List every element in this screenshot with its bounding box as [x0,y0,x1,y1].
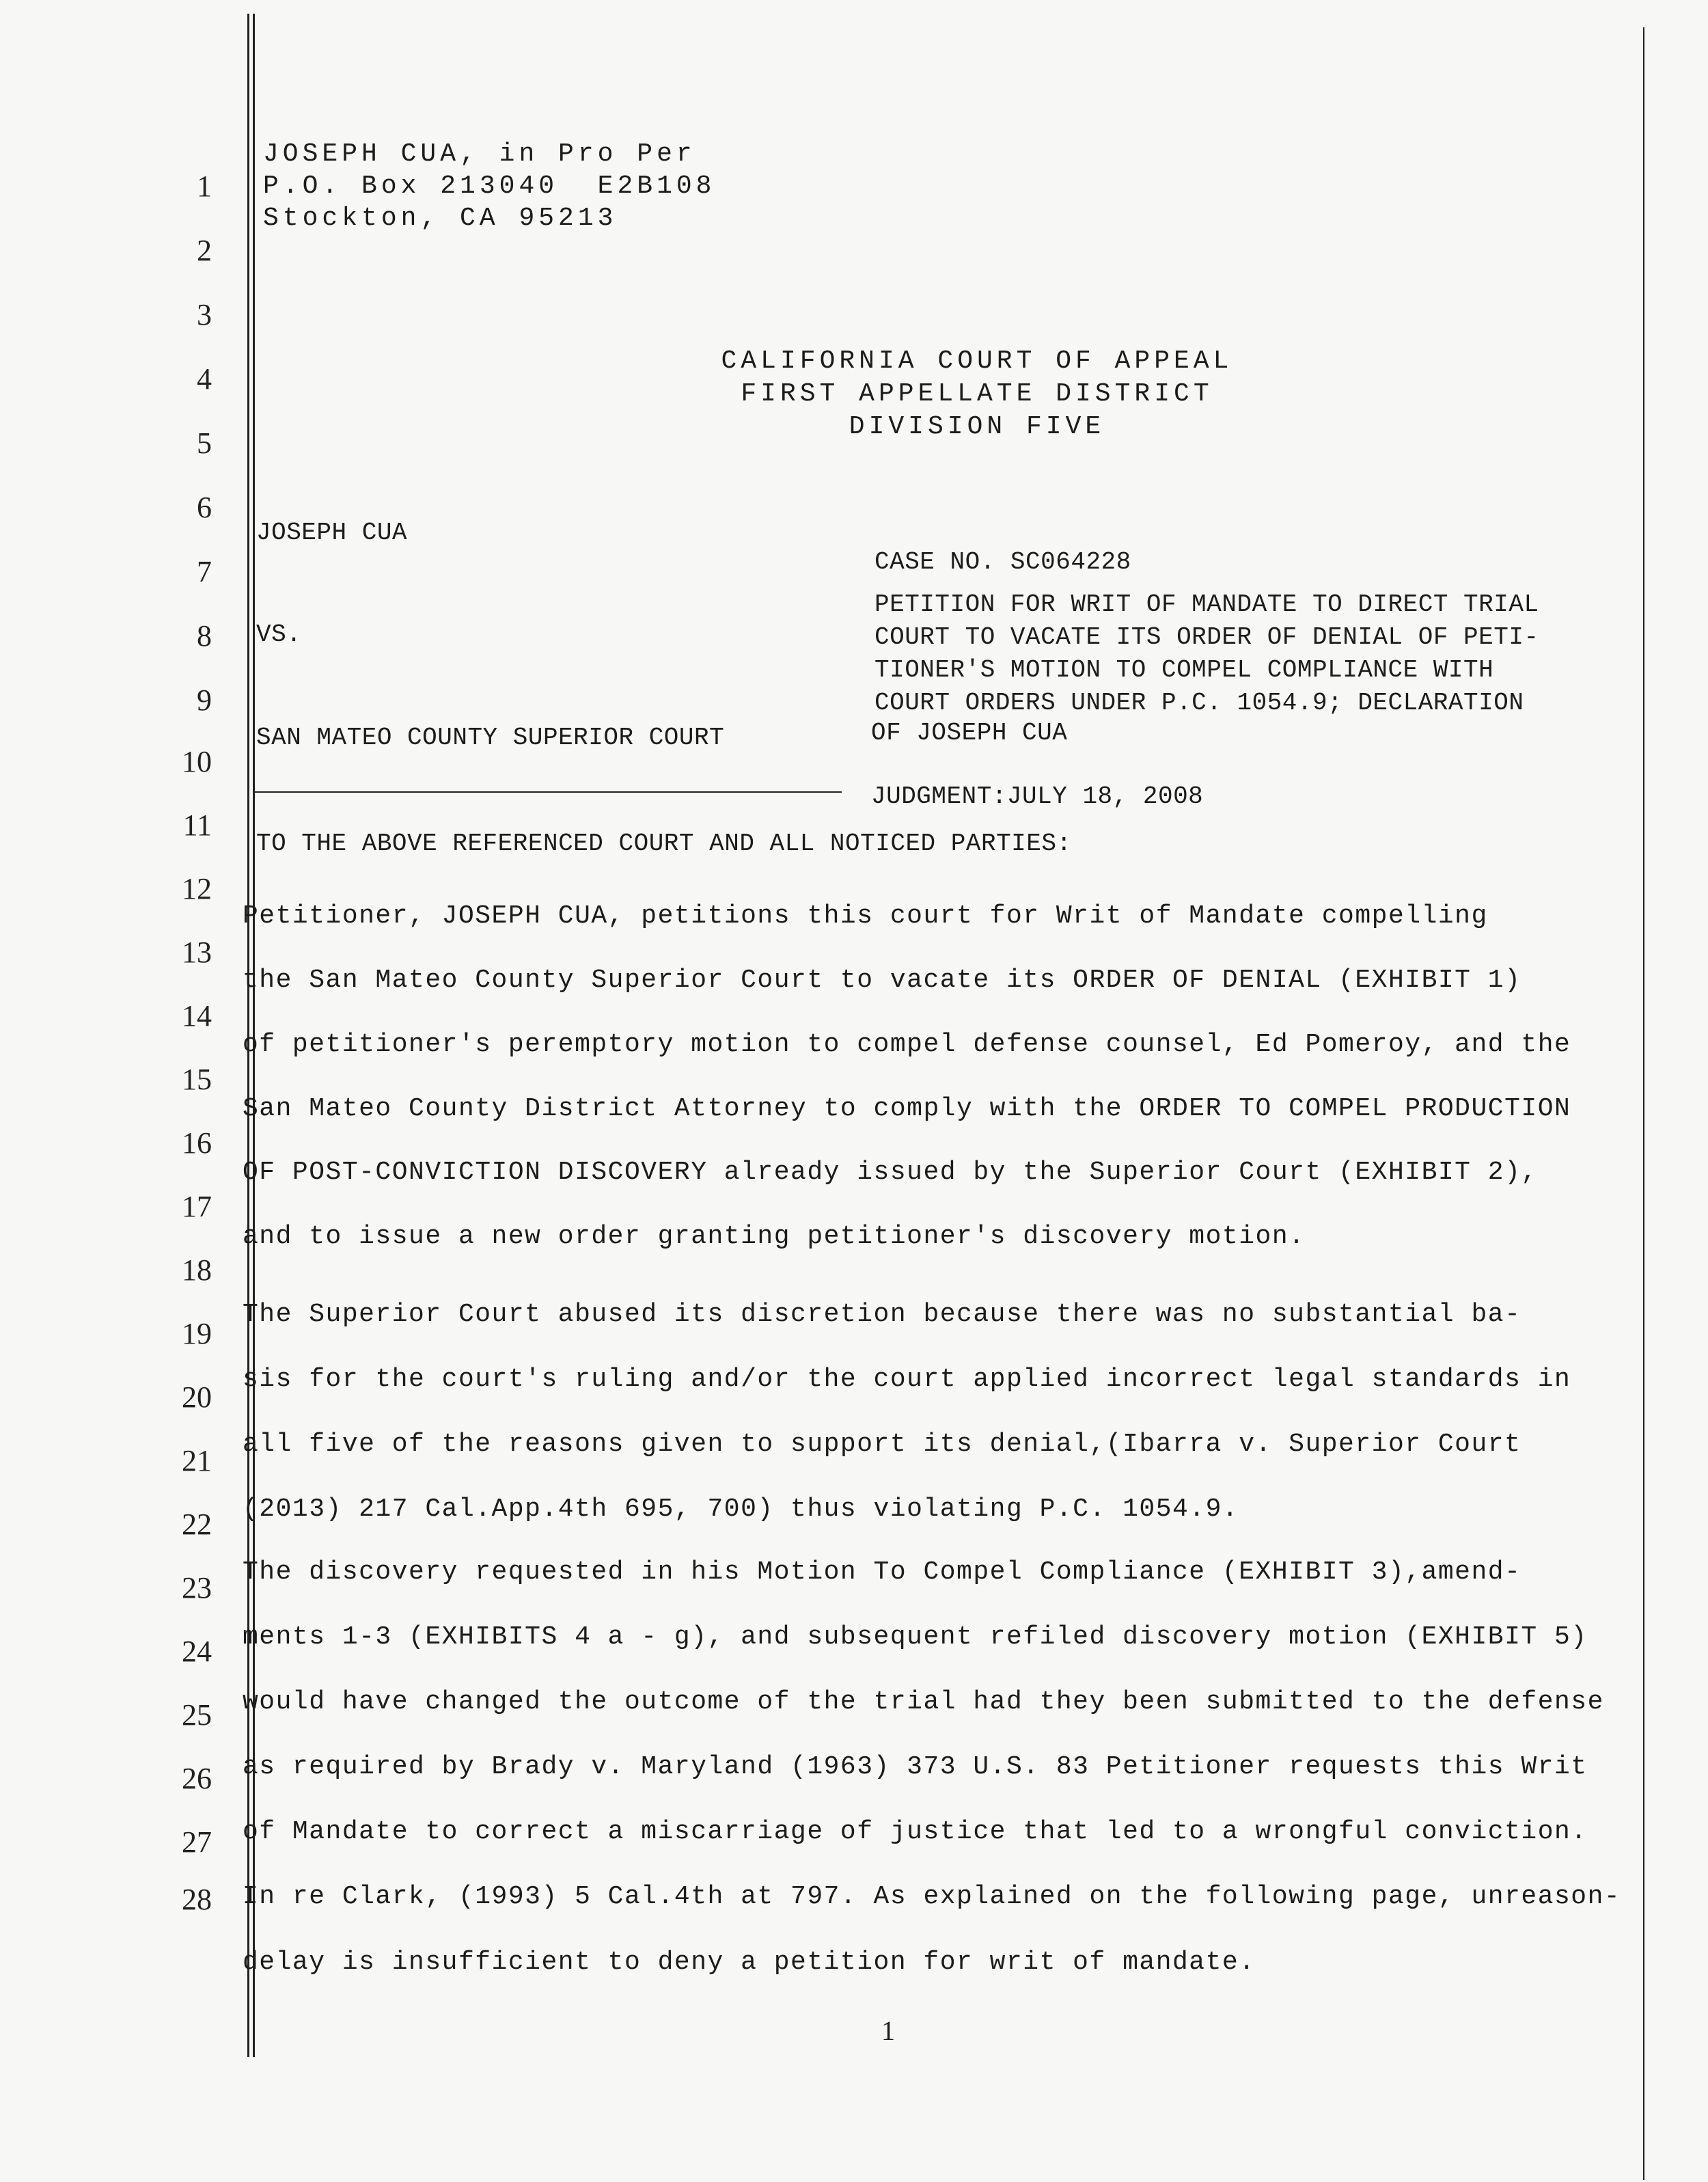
body-line: the San Mateo County Superior Court to vacate its ORDER OF DENIAL (EXHIBIT 1) [243,966,1521,995]
body-line: San Mateo County District Attorney to comply with the ORDER TO COMPEL PRODUCTION [243,1094,1571,1123]
line-number: 15 [182,1063,212,1096]
line-number: 27 [182,1825,212,1859]
body-line: The Superior Court abused its discretion because there was no substantial ba- [243,1300,1521,1329]
attorney-city: Stockton, CA 95213 [263,204,618,233]
body-line: OF POST-CONVICTION DISCOVERY already issued by the Superior Court (EXHIBIT 2), [243,1158,1538,1187]
line-number: 12 [182,872,212,905]
versus-label: VS. [256,620,302,649]
line-number: 4 [197,362,212,396]
body-line: In re Clark, (1993) 5 Cal.4th at 797. As explained on the following page, unreason- [243,1882,1621,1911]
line-number: 14 [182,999,212,1033]
caption-divider-rule [253,791,842,793]
line-number: 3 [197,298,212,331]
body-line: as required by Brady v. Maryland (1963) 373 U.S. 83 Petitioner requests this Writ [243,1752,1588,1782]
line-number: 17 [182,1190,212,1223]
petition-title-line: PETITION FOR WRIT OF MANDATE TO DIRECT TRIAL [874,590,1539,618]
body-line: Petitioner, JOSEPH CUA, petitions this court for Writ of Mandate compelling [243,901,1488,931]
line-number: 28 [182,1883,212,1916]
line-number: 22 [182,1508,212,1541]
line-number: 2 [197,234,212,267]
petitioner-name: JOSEPH CUA [256,519,408,547]
judgment-date: JUDGMENT:JULY 18, 2008 [871,782,1204,810]
line-number: 1 [197,169,212,203]
line-number: 18 [182,1253,212,1287]
salutation: TO THE ABOVE REFERENCED COURT AND ALL NOTICED PARTIES: [256,830,1072,858]
line-number: 24 [182,1635,212,1668]
line-number: 9 [197,683,212,717]
line-number: 16 [182,1126,212,1160]
line-number: 13 [182,936,212,969]
line-number: 25 [182,1698,212,1732]
respondent-name: SAN MATEO COUNTY SUPERIOR COURT [256,724,725,752]
line-number: 23 [182,1571,212,1605]
body-line: and to issue a new order granting petitioner's discovery motion. [243,1222,1306,1251]
line-number: 5 [197,426,212,460]
body-line: all five of the reasons given to support its denial,(Ibarra v. Superior Court [243,1430,1521,1459]
line-number: 19 [182,1317,212,1350]
petition-title-line: COURT TO VACATE ITS ORDER OF DENIAL OF PETI- [874,623,1539,651]
petition-title-line: TIONER'S MOTION TO COMPEL COMPLIANCE WITH [874,656,1494,684]
court-name: CALIFORNIA COURT OF APPEAL [721,346,1233,376]
body-line: The discovery requested in his Motion To Compel Compliance (EXHIBIT 3),amend- [243,1557,1521,1587]
line-number: 20 [182,1380,212,1414]
attorney-address: P.O. Box 213040 E2B108 [263,172,716,201]
line-number: 21 [182,1444,212,1477]
body-line: delay is insufficient to deny a petition for writ of mandate. [243,1948,1256,1977]
page-number: 1 [881,2015,895,2046]
line-number: 7 [197,555,212,588]
right-margin-rule [1643,27,1644,2180]
petition-title-line: OF JOSEPH CUA [871,719,1068,747]
body-line: of Mandate to correct a miscarriage of justice that led to a wrongful conviction. [243,1817,1588,1846]
line-number: 26 [182,1762,212,1795]
case-number: CASE NO. SC064228 [874,548,1131,576]
line-number: 10 [182,745,212,778]
petition-title-line: COURT ORDERS UNDER P.C. 1054.9; DECLARATION [874,689,1524,717]
body-line: of petitioner's peremptory motion to compel defense counsel, Ed Pomeroy, and the [243,1030,1571,1059]
court-district: FIRST APPELLATE DISTRICT [741,379,1213,409]
body-line: ments 1-3 (EXHIBITS 4 a - g), and subsequent refiled discovery motion (EXHIBIT 5) [243,1622,1588,1652]
line-number: 6 [197,491,212,524]
line-number: 11 [182,808,212,842]
line-number: 8 [197,619,212,653]
body-line: (2013) 217 Cal.App.4th 695, 700) thus violating P.C. 1054.9. [243,1495,1239,1524]
attorney-name: JOSEPH CUA, in Pro Per [263,139,696,169]
body-line: sis for the court's ruling and/or the court applied incorrect legal standards in [243,1365,1571,1394]
court-division: DIVISION FIVE [849,412,1105,441]
body-line: would have changed the outcome of the trial had they been submitted to the defense [243,1687,1604,1717]
